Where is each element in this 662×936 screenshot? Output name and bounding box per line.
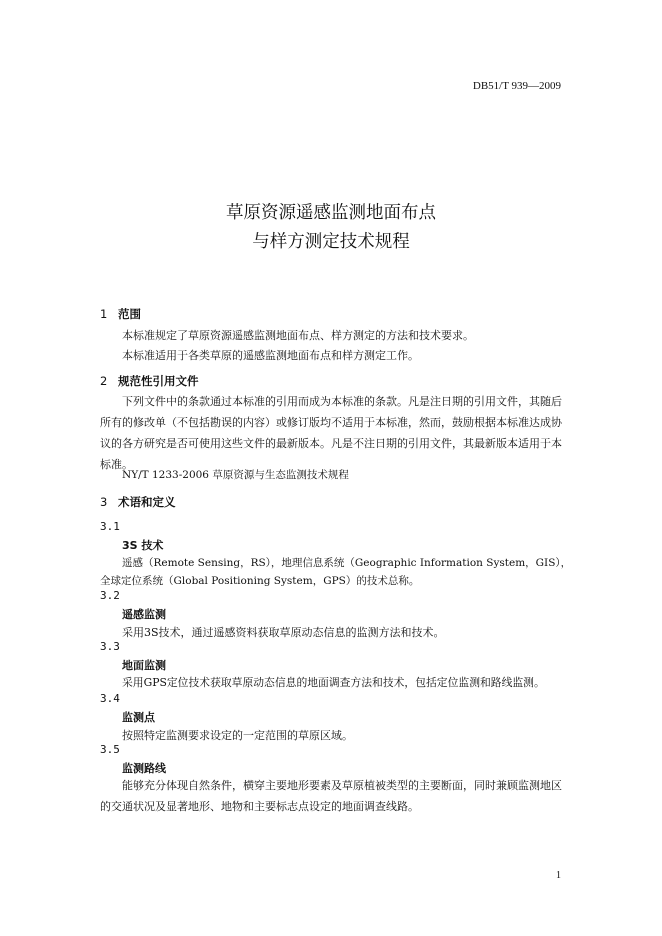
section-title: 范围 — [118, 307, 141, 321]
clause-3-3-number: 3.3 — [100, 640, 120, 653]
section-3-heading — [100, 494, 176, 510]
clause-3-4-term: 监测点 — [122, 711, 155, 724]
section-2-paragraph — [100, 391, 562, 475]
clause-3-5-definition — [100, 775, 562, 817]
page-number: 1 — [556, 870, 561, 881]
paragraph-text: 下列文件中的条款通过本标准的引用而成为本标准的条款。凡是注日期的引用文件，其随后所有的修改单（不包括勘误的内容）或修订版均不适用于本标准，然而，鼓励根据本标准达成协议的各方研究是否可使用这些文件的最新版本。凡是不注日期的引用文件，其最新版本适用于本标准。 — [100, 395, 562, 471]
section-title: 术语和定义 — [118, 495, 176, 509]
clause-3-5-term: 监测路线 — [122, 762, 166, 775]
document-title-line-1: 草原资源遥感监测地面布点 — [226, 203, 436, 223]
section-2-heading — [100, 373, 199, 389]
clause-3-4-number: 3.4 — [100, 692, 120, 705]
section-number: 2 — [100, 374, 108, 388]
clause-3-2-number: 3.2 — [100, 589, 120, 602]
section-1-paragraph-2: 本标准适用于各类草原的遥感监测地面布点和样方测定工作。 — [122, 349, 419, 362]
clause-3-2-definition: 采用3S技术，通过遥感资料获取草原动态信息的监测方法和技术。 — [122, 626, 445, 639]
standard-number: DB51/T 939—2009 — [472, 80, 561, 92]
clause-3-3-term: 地面监测 — [122, 659, 166, 672]
clause-3-1-definition-line-1: 遥感（Remote Sensing，RS），地理信息系统（Geographic Information System，GIS）， — [122, 557, 572, 569]
clause-3-4-definition: 按照特定监测要求设定的一定范围的草原区域。 — [122, 729, 353, 742]
section-number: 3 — [100, 495, 108, 509]
paragraph-text: 能够充分体现自然条件，横穿主要地形要素及草原植被类型的主要断面，同时兼顾监测地区的交通状况及显著地形、地物和主要标志点设定的地面调查线路。 — [100, 779, 562, 813]
clause-3-1-term: 3S 技术 — [122, 539, 164, 552]
normative-reference: NY/T 1233-2006 草原资源与生态监测技术规程 — [122, 469, 349, 481]
section-1-paragraph-1: 本标准规定了草原资源遥感监测地面布点、样方测定的方法和技术要求。 — [122, 329, 474, 342]
clause-3-2-term: 遥感监测 — [122, 608, 166, 621]
section-number: 1 — [100, 307, 108, 321]
clause-3-1-number: 3.1 — [100, 520, 120, 533]
clause-3-3-definition: 采用GPS定位技术获取草原动态信息的地面调查方法和技术，包括定位监测和路线监测。 — [122, 676, 545, 689]
section-title: 规范性引用文件 — [118, 374, 199, 388]
section-1-heading — [100, 306, 141, 322]
clause-3-5-number: 3.5 — [100, 743, 120, 756]
document-title-line-2: 与样方测定技术规程 — [252, 232, 410, 252]
clause-3-1-definition-line-2: 全球定位系统（Global Positioning System，GPS）的技术总称。 — [100, 575, 420, 587]
